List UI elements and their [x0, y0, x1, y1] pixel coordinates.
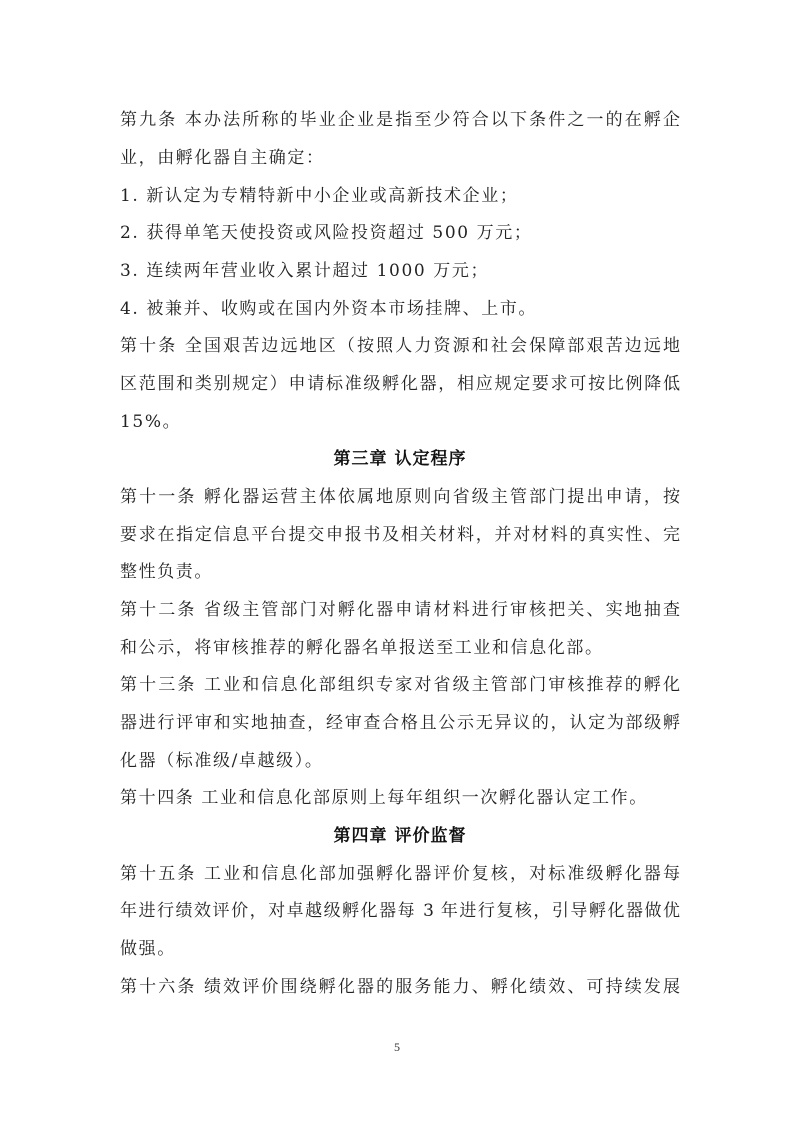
article-13-line-1: 第十三条 工业和信息化部组织专家对省级主管部门审核推荐的孵化 [120, 675, 680, 695]
article-12-line-1: 第十二条 省级主管部门对孵化器申请材料进行审核把关、实地抽查 [120, 600, 680, 620]
article-15-line-2: 年进行绩效评价，对卓越级孵化器每 3 年进行复核，引导孵化器做优 [120, 901, 680, 921]
article-13-line-2: 器进行评审和实地抽查，经审查合格且公示无异议的，认定为部级孵 [120, 713, 680, 733]
article-9-line-2: 业，由孵化器自主确定： [120, 148, 325, 168]
article-11-line-2: 要求在指定信息平台提交申报书及相关材料，并对材料的真实性、完 [120, 525, 680, 545]
article-10-line-1: 第十条 全国艰苦边远地区（按照人力资源和社会保障部艰苦边远地 [120, 336, 680, 356]
article-10-line-3: 15%。 [120, 412, 182, 432]
article-10-line-2: 区范围和类别规定）申请标准级孵化器，相应规定要求可按比例降低 [120, 374, 680, 394]
article-15-line-3: 做强。 [120, 939, 176, 959]
article-9-item-2: 2. 获得单笔天使投资或风险投资超过 500 万元； [120, 223, 533, 243]
page-number: 5 [394, 1040, 400, 1054]
chapter-3-heading: 第三章 认定程序 [333, 449, 467, 469]
article-12-line-2: 和公示，将审核推荐的孵化器名单报送至工业和信息化部。 [120, 638, 604, 658]
article-9-item-4: 4. 被兼并、收购或在国内外资本市场挂牌、上市。 [120, 299, 538, 319]
article-9-line-1: 第九条 本办法所称的毕业企业是指至少符合以下条件之一的在孵企 [120, 110, 680, 130]
article-11-line-3: 整性负责。 [120, 562, 213, 582]
article-9-item-1: 1. 新认定为专精特新中小企业或高新技术企业； [120, 186, 519, 206]
chapter-4-heading: 第四章 评价监督 [333, 826, 467, 846]
article-11-line-1: 第十一条 孵化器运营主体依属地原则向省级主管部门提出申请，按 [120, 487, 680, 507]
article-14-line-1: 第十四条 工业和信息化部原则上每年组织一次孵化器认定工作。 [120, 788, 648, 808]
article-16-line-1: 第十六条 绩效评价围绕孵化器的服务能力、孵化绩效、可持续发展 [120, 977, 680, 997]
article-9-item-3: 3. 连续两年营业收入累计超过 1000 万元； [120, 261, 490, 281]
article-15-line-1: 第十五条 工业和信息化部加强孵化器评价复核，对标准级孵化器每 [120, 864, 680, 884]
article-13-line-3: 化器（标准级/卓越级）。 [120, 751, 324, 771]
